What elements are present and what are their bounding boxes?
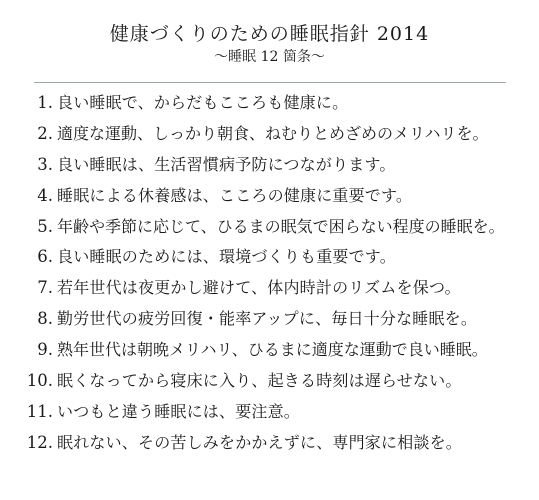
- list-item: [0, 89, 539, 120]
- item-text: 年齢や季節に応じて、ひるまの眠気で困らない程度の睡眠を。: [57, 216, 505, 236]
- item-number: 1.: [37, 93, 53, 112]
- item-number: 8.: [37, 309, 53, 329]
- item-number: 5.: [37, 216, 53, 236]
- title-divider: [34, 82, 506, 83]
- item-text: 良い睡眠のためには、環境づくりも重要です。: [57, 247, 396, 267]
- item-number: 3.: [37, 154, 53, 174]
- list-item: [0, 243, 539, 274]
- list-item: [0, 213, 539, 244]
- list-item: [0, 274, 539, 305]
- list-item: [0, 398, 539, 429]
- item-number: 6.: [37, 247, 53, 267]
- list-item: [0, 120, 539, 151]
- list-item: [0, 429, 539, 460]
- item-number: 2.: [37, 123, 53, 143]
- item-number: 12.: [26, 432, 53, 452]
- item-text: 眠れない、その苦しみをかかえずに、専門家に相談を。: [57, 432, 463, 452]
- page-title: 健康づくりのための睡眠指針 2014: [109, 23, 430, 45]
- item-text: いつもと違う睡眠には、要注意。: [57, 401, 301, 421]
- item-text: 熟年世代は朝晩メリハリ、ひるまに適度な運動で良い睡眠。: [57, 340, 488, 360]
- list-item: [0, 151, 539, 182]
- item-number: 4.: [37, 185, 53, 205]
- item-text: 睡眠による休養感は、こころの健康に重要です。: [57, 185, 413, 205]
- list-item: [0, 367, 539, 398]
- list-item: [0, 182, 539, 213]
- item-number: 11.: [26, 401, 53, 421]
- item-text: 眠くなってから寝床に入り、起きる時刻は遅らせない。: [57, 371, 462, 391]
- list-item: [0, 305, 539, 336]
- item-number: 9.: [37, 340, 53, 360]
- page-subtitle: 〜睡眠 12 箇条〜: [214, 49, 325, 65]
- guideline-list: [0, 89, 539, 460]
- list-item: [0, 336, 539, 367]
- item-number: 7.: [37, 278, 53, 298]
- item-number: 10.: [26, 371, 53, 391]
- item-text: 勤労世代の疲労回復・能率アップに、毎日十分な睡眠を。: [57, 309, 478, 329]
- item-text: 適度な運動、しっかり朝食、ねむりとめざめのメリハリを。: [57, 123, 489, 143]
- item-text: 良い睡眠で、からだもこころも健康に。: [57, 93, 349, 112]
- item-text: 良い睡眠は、生活習慣病予防につながります。: [57, 154, 396, 174]
- item-text: 若年世代は夜更かし避けて、体内時計のリズムを保つ。: [57, 278, 461, 298]
